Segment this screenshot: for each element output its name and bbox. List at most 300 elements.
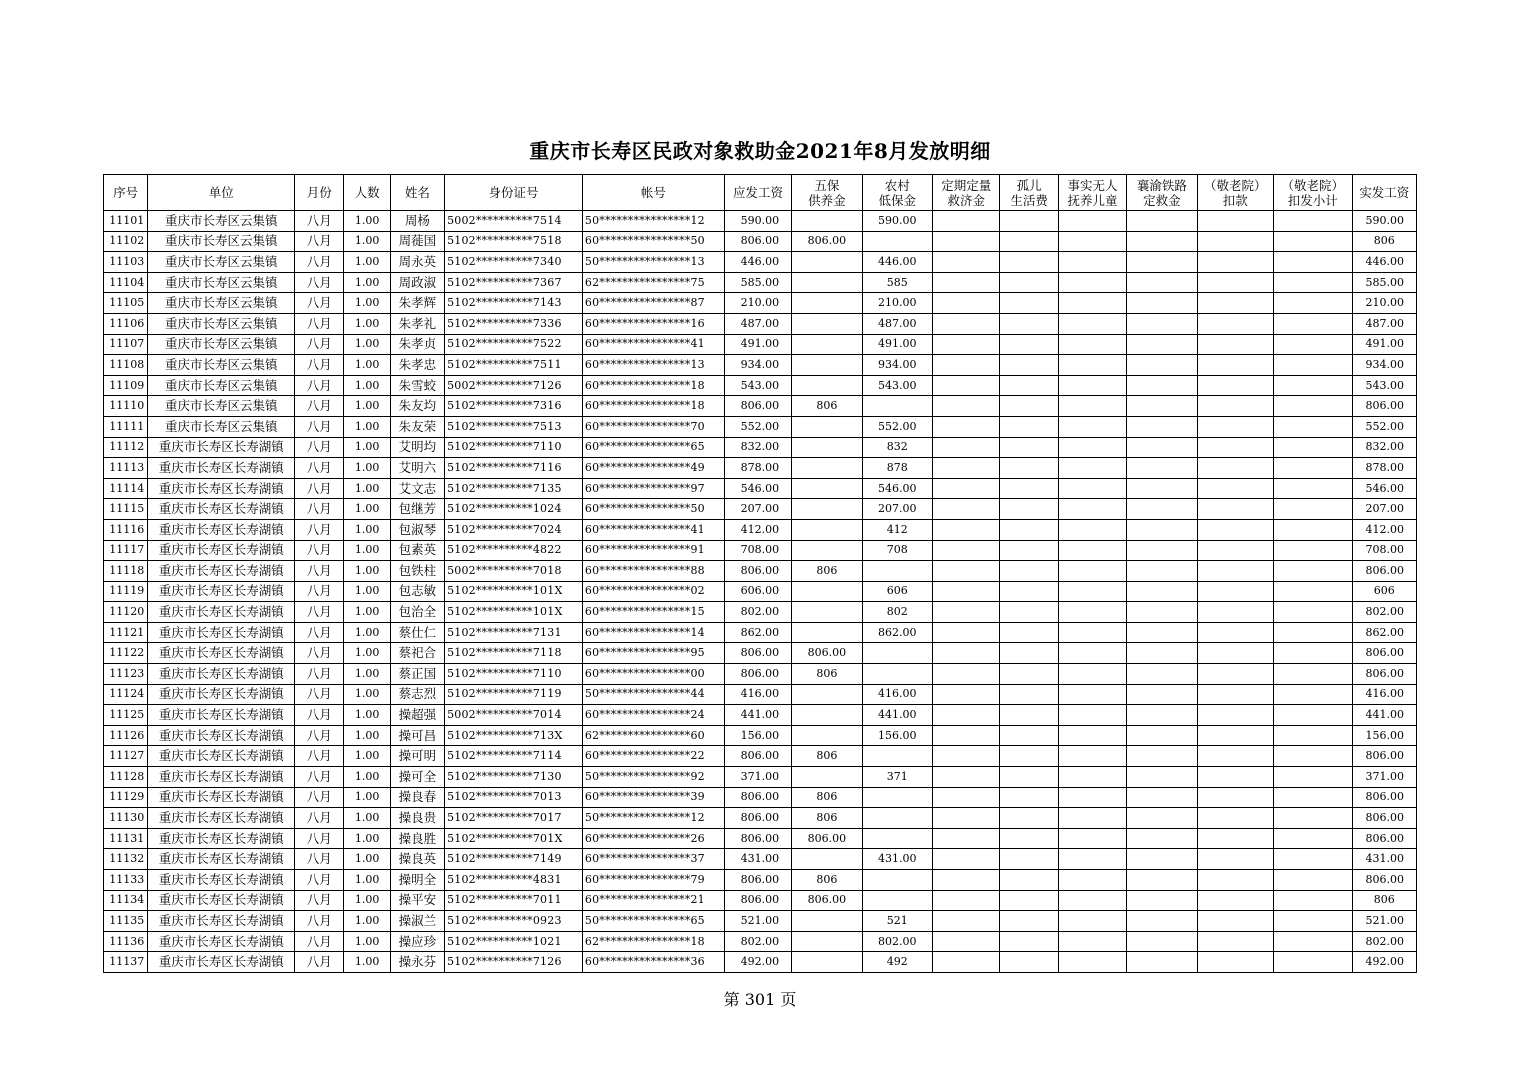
col-nursing-subtotal-cell <box>1274 519 1352 540</box>
col-railway-cell <box>1127 519 1197 540</box>
col-due-wage-cell: 590.00 <box>724 211 791 232</box>
col-dibao-cell: 832 <box>862 437 932 458</box>
col-count-cell: 1.00 <box>344 437 390 458</box>
col-dibao-cell: 543.00 <box>862 375 932 396</box>
col-id-number-cell: 5102**********7110 <box>445 437 583 458</box>
col-nursing-deduct-cell <box>1197 890 1273 911</box>
col-account-cell: 60****************24 <box>582 705 724 726</box>
col-id-number-cell: 5102**********101X <box>445 602 583 623</box>
col-railway-cell <box>1127 622 1197 643</box>
col-count-cell: 1.00 <box>344 684 390 705</box>
col-month-cell: 八月 <box>295 725 344 746</box>
col-name-cell: 朱友均 <box>390 396 444 417</box>
col-id-number-cell: 5102**********0923 <box>445 911 583 932</box>
col-due-wage-cell: 492.00 <box>724 952 791 973</box>
col-unit-cell: 重庆市长寿区长寿湖镇 <box>148 870 295 891</box>
col-unsupported-child-cell <box>1058 437 1126 458</box>
col-id-number-cell: 5102**********1021 <box>445 931 583 952</box>
col-nursing-subtotal-cell <box>1274 272 1352 293</box>
col-relief-cell <box>933 458 1000 479</box>
col-count-cell: 1.00 <box>344 849 390 870</box>
col-railway-cell <box>1127 828 1197 849</box>
col-account-cell: 60****************00 <box>582 664 724 685</box>
col-wubao-cell <box>792 540 862 561</box>
col-paid-wage-cell: 416.00 <box>1352 684 1417 705</box>
col-wubao-cell: 806 <box>792 396 862 417</box>
col-count-cell: 1.00 <box>344 416 390 437</box>
col-railway-cell <box>1127 931 1197 952</box>
col-nursing-subtotal-cell <box>1274 355 1352 376</box>
col-dibao-cell: 371 <box>862 767 932 788</box>
col-relief-cell <box>933 540 1000 561</box>
col-dibao-cell <box>862 396 932 417</box>
col-count-cell: 1.00 <box>344 313 390 334</box>
col-id-number-cell: 5102**********7522 <box>445 334 583 355</box>
col-account-cell: 62****************75 <box>582 272 724 293</box>
col-id-number-cell: 5002**********7126 <box>445 375 583 396</box>
col-dibao-cell: 491.00 <box>862 334 932 355</box>
col-wubao-cell <box>792 313 862 334</box>
col-railway-cell <box>1127 396 1197 417</box>
col-orphan-cell <box>1000 622 1058 643</box>
col-unit-cell: 重庆市长寿区云集镇 <box>148 211 295 232</box>
col-relief-cell <box>933 334 1000 355</box>
col-dibao-cell: 802.00 <box>862 931 932 952</box>
col-index-cell: 11119 <box>104 581 148 602</box>
col-id-number-cell: 5002**********7014 <box>445 705 583 726</box>
relief-payment-table <box>103 174 1417 973</box>
col-index-cell: 11132 <box>104 849 148 870</box>
col-wubao-cell <box>792 416 862 437</box>
col-nursing-deduct-cell <box>1197 952 1273 973</box>
col-relief-cell <box>933 664 1000 685</box>
col-orphan-cell <box>1000 437 1058 458</box>
col-id-number-cell: 5102**********7024 <box>445 519 583 540</box>
col-unsupported-child-cell <box>1058 396 1126 417</box>
col-name-cell: 包铁柱 <box>390 561 444 582</box>
col-month-cell: 八月 <box>295 313 344 334</box>
table-row <box>104 581 1417 602</box>
col-month-cell: 八月 <box>295 787 344 808</box>
col-railway-cell <box>1127 313 1197 334</box>
col-index-cell: 11106 <box>104 313 148 334</box>
col-index-cell: 11107 <box>104 334 148 355</box>
col-account-cell: 60****************15 <box>582 602 724 623</box>
col-unit-cell: 重庆市长寿区云集镇 <box>148 416 295 437</box>
col-due-wage-cell: 806.00 <box>724 561 791 582</box>
table-row <box>104 437 1417 458</box>
col-dibao-cell <box>862 870 932 891</box>
col-unit-cell: 重庆市长寿区云集镇 <box>148 313 295 334</box>
col-paid-wage-cell: 487.00 <box>1352 313 1417 334</box>
col-relief-cell <box>933 293 1000 314</box>
col-month-cell: 八月 <box>295 911 344 932</box>
col-account-header: 帐号 <box>582 175 724 211</box>
col-count-cell: 1.00 <box>344 540 390 561</box>
col-index-cell: 11105 <box>104 293 148 314</box>
col-relief-cell <box>933 211 1000 232</box>
col-index-cell: 11136 <box>104 931 148 952</box>
col-due-wage-cell: 806.00 <box>724 808 791 829</box>
col-nursing-deduct-cell <box>1197 581 1273 602</box>
col-due-wage-cell: 552.00 <box>724 416 791 437</box>
col-railway-cell <box>1127 416 1197 437</box>
col-nursing-deduct-cell <box>1197 808 1273 829</box>
col-month-cell: 八月 <box>295 396 344 417</box>
col-wubao-cell <box>792 252 862 273</box>
col-unit-cell: 重庆市长寿区长寿湖镇 <box>148 499 295 520</box>
col-nursing-deduct-cell <box>1197 787 1273 808</box>
table-row <box>104 375 1417 396</box>
col-dibao-cell <box>862 561 932 582</box>
col-paid-wage-cell: 802.00 <box>1352 602 1417 623</box>
col-relief-cell <box>933 272 1000 293</box>
col-unsupported-child-cell <box>1058 334 1126 355</box>
col-wubao-cell <box>792 931 862 952</box>
col-relief-cell <box>933 602 1000 623</box>
col-paid-wage-cell: 934.00 <box>1352 355 1417 376</box>
col-paid-wage-cell: 806.00 <box>1352 828 1417 849</box>
col-relief-cell <box>933 911 1000 932</box>
col-count-cell: 1.00 <box>344 355 390 376</box>
col-name-cell: 周政淑 <box>390 272 444 293</box>
col-name-cell: 朱孝礼 <box>390 313 444 334</box>
col-name-cell: 周杨 <box>390 211 444 232</box>
col-nursing-subtotal-cell <box>1274 890 1352 911</box>
col-nursing-subtotal-cell <box>1274 787 1352 808</box>
col-unit-cell: 重庆市长寿区长寿湖镇 <box>148 602 295 623</box>
col-unsupported-child-cell <box>1058 952 1126 973</box>
col-orphan-cell <box>1000 643 1058 664</box>
col-unsupported-child-cell <box>1058 540 1126 561</box>
col-unit-cell: 重庆市长寿区云集镇 <box>148 396 295 417</box>
col-month-cell: 八月 <box>295 746 344 767</box>
col-id-number-cell: 5102**********7011 <box>445 890 583 911</box>
col-railway-cell <box>1127 767 1197 788</box>
col-unit-cell: 重庆市长寿区云集镇 <box>148 375 295 396</box>
col-nursing-deduct-cell <box>1197 911 1273 932</box>
col-wubao-cell: 806 <box>792 808 862 829</box>
col-count-cell: 1.00 <box>344 664 390 685</box>
col-orphan-cell <box>1000 375 1058 396</box>
col-account-cell: 60****************14 <box>582 622 724 643</box>
col-name-cell: 艾明六 <box>390 458 444 479</box>
col-due-wage-cell: 431.00 <box>724 849 791 870</box>
col-account-cell: 60****************21 <box>582 890 724 911</box>
col-orphan-cell <box>1000 828 1058 849</box>
page-title: 重庆市长寿区民政对象救助金2021年8月发放明细 <box>529 139 991 163</box>
col-paid-wage-cell: 806.00 <box>1352 396 1417 417</box>
col-month-cell: 八月 <box>295 211 344 232</box>
table-row <box>104 416 1417 437</box>
col-index-cell: 11125 <box>104 705 148 726</box>
col-name-cell: 朱孝辉 <box>390 293 444 314</box>
col-index-cell: 11117 <box>104 540 148 561</box>
col-unit-cell: 重庆市长寿区云集镇 <box>148 355 295 376</box>
col-paid-wage-cell: 446.00 <box>1352 252 1417 273</box>
col-unit-cell: 重庆市长寿区长寿湖镇 <box>148 725 295 746</box>
col-wubao-cell <box>792 437 862 458</box>
col-name-cell: 周蓰国 <box>390 231 444 252</box>
col-index-cell: 11115 <box>104 499 148 520</box>
col-wubao-cell <box>792 581 862 602</box>
col-id-number-cell: 5002**********7018 <box>445 561 583 582</box>
table-row <box>104 870 1417 891</box>
col-id-number-cell: 5102**********4831 <box>445 870 583 891</box>
col-name-cell: 操明全 <box>390 870 444 891</box>
col-orphan-cell <box>1000 705 1058 726</box>
col-due-wage-cell: 806.00 <box>724 828 791 849</box>
col-nursing-subtotal-cell <box>1274 478 1352 499</box>
col-orphan-cell <box>1000 519 1058 540</box>
col-nursing-subtotal-cell <box>1274 293 1352 314</box>
col-month-cell: 八月 <box>295 664 344 685</box>
col-count-cell: 1.00 <box>344 519 390 540</box>
col-wubao-cell: 806.00 <box>792 231 862 252</box>
col-paid-wage-cell: 371.00 <box>1352 767 1417 788</box>
col-orphan-cell <box>1000 602 1058 623</box>
col-index-cell: 11133 <box>104 870 148 891</box>
col-relief-cell <box>933 684 1000 705</box>
col-wubao-cell <box>792 952 862 973</box>
col-nursing-deduct-cell <box>1197 396 1273 417</box>
col-dibao-cell: 521 <box>862 911 932 932</box>
col-id-number-cell: 5102**********7135 <box>445 478 583 499</box>
col-relief-cell <box>933 787 1000 808</box>
col-orphan-cell <box>1000 211 1058 232</box>
col-wubao-cell <box>792 684 862 705</box>
col-account-cell: 60****************65 <box>582 437 724 458</box>
col-name-cell: 操永芬 <box>390 952 444 973</box>
col-account-cell: 62****************60 <box>582 725 724 746</box>
col-unit-cell: 重庆市长寿区云集镇 <box>148 272 295 293</box>
col-unsupported-child-cell <box>1058 931 1126 952</box>
col-count-cell: 1.00 <box>344 931 390 952</box>
col-nursing-subtotal-cell <box>1274 828 1352 849</box>
col-month-cell: 八月 <box>295 684 344 705</box>
table-row <box>104 293 1417 314</box>
col-count-cell: 1.00 <box>344 211 390 232</box>
col-dibao-cell <box>862 808 932 829</box>
col-count-cell: 1.00 <box>344 746 390 767</box>
col-nursing-subtotal-cell <box>1274 231 1352 252</box>
col-count-cell: 1.00 <box>344 272 390 293</box>
col-name-header: 姓名 <box>390 175 444 211</box>
col-unsupported-child-cell <box>1058 581 1126 602</box>
col-wubao-cell <box>792 478 862 499</box>
table-row <box>104 725 1417 746</box>
col-id-number-cell: 5102**********7340 <box>445 252 583 273</box>
col-unsupported-child-cell <box>1058 705 1126 726</box>
col-unsupported-child-cell <box>1058 211 1126 232</box>
col-id-number-cell: 5102**********7367 <box>445 272 583 293</box>
col-id-number-cell: 5102**********7131 <box>445 622 583 643</box>
col-paid-wage-cell: 431.00 <box>1352 849 1417 870</box>
col-railway-cell <box>1127 725 1197 746</box>
col-name-cell: 操超强 <box>390 705 444 726</box>
col-nursing-subtotal-cell <box>1274 622 1352 643</box>
col-wubao-cell: 806 <box>792 664 862 685</box>
col-name-cell: 操良英 <box>390 849 444 870</box>
col-nursing-deduct-cell <box>1197 355 1273 376</box>
col-wubao-cell <box>792 272 862 293</box>
table-header-row <box>104 175 1417 211</box>
col-due-wage-cell: 806.00 <box>724 664 791 685</box>
col-wubao-cell <box>792 849 862 870</box>
col-orphan-cell <box>1000 746 1058 767</box>
col-name-cell: 包素英 <box>390 540 444 561</box>
col-nursing-deduct-cell <box>1197 211 1273 232</box>
col-railway-cell <box>1127 746 1197 767</box>
col-index-cell: 11127 <box>104 746 148 767</box>
col-orphan-cell <box>1000 808 1058 829</box>
col-relief-cell <box>933 746 1000 767</box>
table-row <box>104 540 1417 561</box>
col-account-cell: 60****************95 <box>582 643 724 664</box>
col-wubao-cell <box>792 602 862 623</box>
col-due-wage-header: 应发工资 <box>724 175 791 211</box>
col-account-cell: 60****************87 <box>582 293 724 314</box>
col-unit-cell: 重庆市长寿区云集镇 <box>148 252 295 273</box>
col-month-cell: 八月 <box>295 416 344 437</box>
col-railway-cell <box>1127 211 1197 232</box>
col-railway-cell <box>1127 952 1197 973</box>
col-account-cell: 60****************97 <box>582 478 724 499</box>
col-nursing-subtotal-cell <box>1274 725 1352 746</box>
table-row <box>104 396 1417 417</box>
col-orphan-cell <box>1000 478 1058 499</box>
col-nursing-subtotal-cell <box>1274 664 1352 685</box>
col-account-cell: 60****************37 <box>582 849 724 870</box>
col-paid-wage-cell: 708.00 <box>1352 540 1417 561</box>
table-body <box>104 211 1417 973</box>
col-paid-wage-cell: 606 <box>1352 581 1417 602</box>
col-dibao-cell: 546.00 <box>862 478 932 499</box>
col-index-cell: 11102 <box>104 231 148 252</box>
col-month-cell: 八月 <box>295 705 344 726</box>
col-dibao-cell: 708 <box>862 540 932 561</box>
col-nursing-deduct-cell <box>1197 561 1273 582</box>
col-unsupported-child-cell <box>1058 643 1126 664</box>
col-unit-cell: 重庆市长寿区长寿湖镇 <box>148 931 295 952</box>
col-name-cell: 朱友荣 <box>390 416 444 437</box>
col-count-cell: 1.00 <box>344 808 390 829</box>
col-id-number-cell: 5102**********7013 <box>445 787 583 808</box>
table-row <box>104 313 1417 334</box>
col-index-cell: 11134 <box>104 890 148 911</box>
col-paid-wage-cell: 806.00 <box>1352 870 1417 891</box>
col-index-cell: 11128 <box>104 767 148 788</box>
col-id-number-cell: 5102**********101X <box>445 581 583 602</box>
col-name-cell: 蔡正国 <box>390 664 444 685</box>
col-unit-cell: 重庆市长寿区长寿湖镇 <box>148 643 295 664</box>
col-due-wage-cell: 371.00 <box>724 767 791 788</box>
col-count-cell: 1.00 <box>344 602 390 623</box>
col-dibao-cell <box>862 231 932 252</box>
col-count-cell: 1.00 <box>344 705 390 726</box>
table-row <box>104 890 1417 911</box>
col-count-cell: 1.00 <box>344 375 390 396</box>
table-row <box>104 684 1417 705</box>
col-nursing-deduct-header: （敬老院） 扣款 <box>1197 175 1273 211</box>
col-nursing-deduct-cell <box>1197 643 1273 664</box>
col-dibao-cell: 552.00 <box>862 416 932 437</box>
col-account-cell: 60****************16 <box>582 313 724 334</box>
col-wubao-cell <box>792 622 862 643</box>
col-unsupported-child-cell <box>1058 870 1126 891</box>
col-orphan-cell <box>1000 787 1058 808</box>
col-relief-cell <box>933 767 1000 788</box>
col-orphan-cell <box>1000 416 1058 437</box>
col-account-cell: 50****************65 <box>582 911 724 932</box>
table-row <box>104 643 1417 664</box>
col-unsupported-child-cell <box>1058 252 1126 273</box>
table-row <box>104 828 1417 849</box>
table-row <box>104 334 1417 355</box>
col-name-cell: 操良胜 <box>390 828 444 849</box>
col-dibao-cell <box>862 664 932 685</box>
col-wubao-cell <box>792 334 862 355</box>
col-count-cell: 1.00 <box>344 231 390 252</box>
col-id-number-cell: 5102**********713X <box>445 725 583 746</box>
col-count-cell: 1.00 <box>344 870 390 891</box>
col-account-cell: 60****************70 <box>582 416 724 437</box>
col-wubao-cell <box>792 519 862 540</box>
col-paid-wage-cell: 210.00 <box>1352 293 1417 314</box>
table-row <box>104 767 1417 788</box>
col-railway-cell <box>1127 581 1197 602</box>
col-count-cell: 1.00 <box>344 561 390 582</box>
col-index-cell: 11109 <box>104 375 148 396</box>
col-index-cell: 11110 <box>104 396 148 417</box>
col-dibao-cell: 862.00 <box>862 622 932 643</box>
col-wubao-cell: 806 <box>792 787 862 808</box>
table-row <box>104 272 1417 293</box>
col-railway-cell <box>1127 705 1197 726</box>
col-nursing-subtotal-cell <box>1274 458 1352 479</box>
col-unsupported-child-cell <box>1058 684 1126 705</box>
col-due-wage-cell: 806.00 <box>724 231 791 252</box>
col-railway-cell <box>1127 561 1197 582</box>
col-unsupported-child-cell <box>1058 478 1126 499</box>
col-unsupported-child-cell <box>1058 602 1126 623</box>
col-account-cell: 50****************92 <box>582 767 724 788</box>
col-orphan-cell <box>1000 684 1058 705</box>
col-wubao-cell <box>792 211 862 232</box>
col-orphan-cell <box>1000 396 1058 417</box>
col-unit-cell: 重庆市长寿区长寿湖镇 <box>148 767 295 788</box>
col-nursing-subtotal-cell <box>1274 561 1352 582</box>
col-nursing-subtotal-cell <box>1274 313 1352 334</box>
col-unit-cell: 重庆市长寿区长寿湖镇 <box>148 746 295 767</box>
col-relief-cell <box>933 499 1000 520</box>
col-paid-wage-cell: 806.00 <box>1352 664 1417 685</box>
col-dibao-cell: 606 <box>862 581 932 602</box>
col-month-cell: 八月 <box>295 437 344 458</box>
col-nursing-subtotal-cell <box>1274 396 1352 417</box>
col-dibao-cell: 934.00 <box>862 355 932 376</box>
table-row <box>104 622 1417 643</box>
col-account-cell: 50****************44 <box>582 684 724 705</box>
col-id-number-cell: 5102**********7017 <box>445 808 583 829</box>
col-due-wage-cell: 521.00 <box>724 911 791 932</box>
col-index-cell: 11137 <box>104 952 148 973</box>
col-account-cell: 60****************50 <box>582 499 724 520</box>
col-nursing-subtotal-cell <box>1274 581 1352 602</box>
col-paid-wage-cell: 552.00 <box>1352 416 1417 437</box>
col-unsupported-child-cell <box>1058 622 1126 643</box>
col-count-cell: 1.00 <box>344 787 390 808</box>
